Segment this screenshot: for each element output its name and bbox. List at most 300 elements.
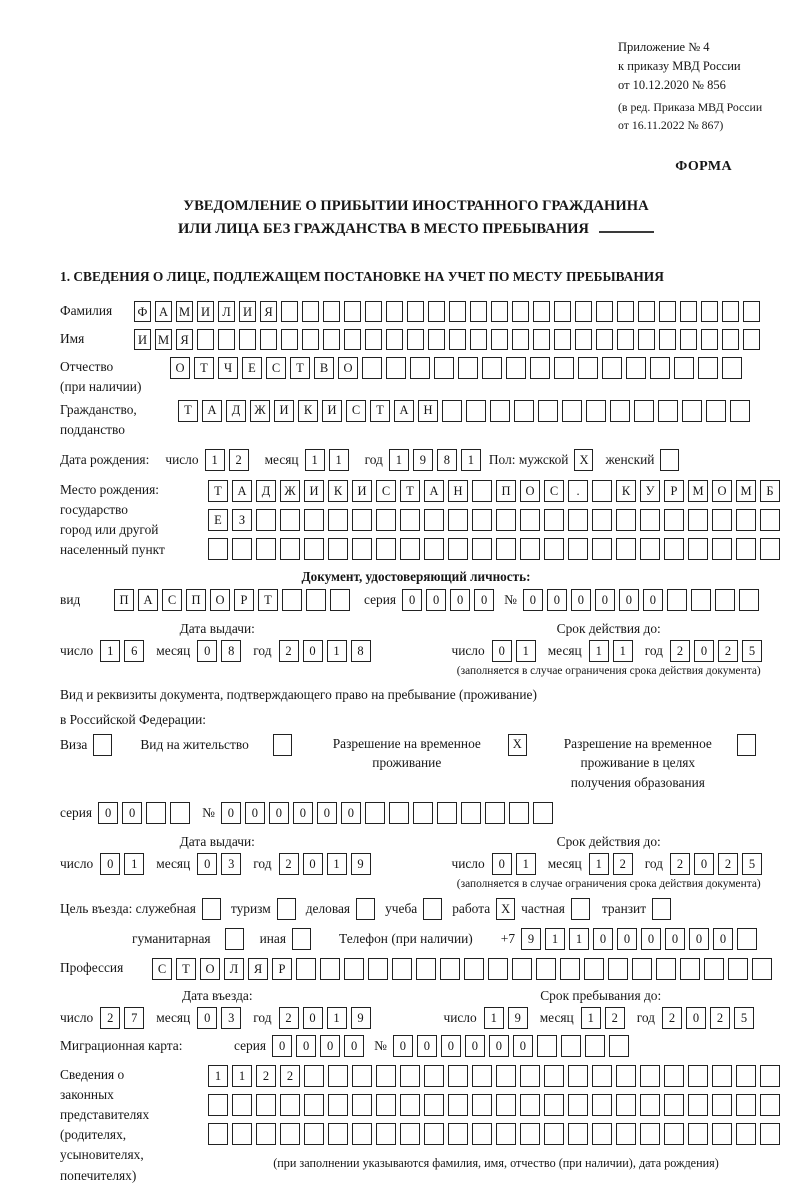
form-cell[interactable] [602,357,622,379]
form-cell[interactable] [280,1094,300,1116]
form-cell[interactable]: Н [448,480,468,502]
form-cell[interactable]: Я [248,958,268,980]
form-cell[interactable]: Я [176,329,193,350]
form-cell[interactable] [304,538,324,560]
form-cell[interactable] [472,1094,492,1116]
form-cell[interactable] [736,509,756,531]
form-cell[interactable] [344,958,364,980]
form-cell[interactable] [464,958,484,980]
form-cell[interactable]: 0 [617,928,637,950]
form-cell[interactable] [712,1123,732,1145]
form-cell[interactable] [571,898,590,920]
form-cell[interactable] [472,509,492,531]
form-cell[interactable]: 0 [269,802,289,824]
form-cell[interactable] [386,357,406,379]
form-cell[interactable] [659,301,676,322]
form-cell[interactable] [496,1123,516,1145]
form-cell[interactable]: 6 [124,640,144,662]
form-cell[interactable] [440,958,460,980]
form-cell[interactable] [533,802,553,824]
form-cell[interactable]: 2 [100,1007,120,1029]
form-cell[interactable] [616,1094,636,1116]
form-cell[interactable]: 0 [641,928,661,950]
form-cell[interactable]: И [134,329,151,350]
purpose-humanitarian-checkbox[interactable] [225,928,244,950]
form-cell[interactable] [698,357,718,379]
form-cell[interactable] [434,357,454,379]
form-cell[interactable] [281,329,298,350]
form-cell[interactable]: 2 [605,1007,625,1029]
form-cell[interactable]: П [496,480,516,502]
form-cell[interactable] [660,449,679,471]
form-cell[interactable] [461,802,481,824]
form-cell[interactable] [410,357,430,379]
form-cell[interactable] [400,538,420,560]
form-cell[interactable] [592,1065,612,1087]
form-cell[interactable]: 1 [232,1065,252,1087]
form-cell[interactable] [737,928,757,950]
form-cell[interactable] [280,509,300,531]
form-cell[interactable] [256,509,276,531]
form-cell[interactable] [739,589,759,611]
form-cell[interactable] [640,509,660,531]
form-cell[interactable]: 0 [317,802,337,824]
form-cell[interactable]: 0 [197,853,217,875]
form-cell[interactable]: 1 [589,853,609,875]
form-cell[interactable] [376,1123,396,1145]
phone-input[interactable] [521,928,761,950]
form-cell[interactable] [389,802,409,824]
form-cell[interactable] [376,509,396,531]
stay-valid-month-input[interactable] [589,853,637,875]
purpose-work-checkbox[interactable] [496,898,515,920]
doc-type-input[interactable] [114,589,354,611]
identity-issue-month-input[interactable] [197,640,245,662]
birth-place-line2-input[interactable] [208,509,784,531]
form-cell[interactable]: З [232,509,252,531]
form-cell[interactable] [638,301,655,322]
form-cell[interactable]: И [197,301,214,322]
form-cell[interactable]: Т [258,589,278,611]
form-cell[interactable]: X [496,898,515,920]
form-cell[interactable]: С [346,400,366,422]
form-cell[interactable] [376,538,396,560]
form-cell[interactable] [664,538,684,560]
form-cell[interactable]: М [736,480,756,502]
form-cell[interactable] [424,538,444,560]
form-cell[interactable]: 3 [221,853,241,875]
form-cell[interactable]: С [544,480,564,502]
form-cell[interactable]: Т [370,400,390,422]
form-cell[interactable] [575,329,592,350]
form-cell[interactable]: А [155,301,172,322]
form-cell[interactable] [712,1094,732,1116]
profession-input[interactable] [152,958,776,980]
form-cell[interactable] [320,958,340,980]
form-cell[interactable]: 0 [513,1035,533,1057]
form-cell[interactable]: 0 [272,1035,292,1057]
form-cell[interactable]: 0 [197,640,217,662]
form-cell[interactable]: 5 [742,853,762,875]
form-cell[interactable] [424,1094,444,1116]
form-cell[interactable] [722,301,739,322]
form-cell[interactable]: 2 [229,449,249,471]
birth-month-input[interactable] [305,449,353,471]
form-cell[interactable] [616,509,636,531]
form-cell[interactable] [352,538,372,560]
form-cell[interactable]: 0 [593,928,613,950]
form-cell[interactable]: В [314,357,334,379]
purpose-other-checkbox[interactable] [292,928,311,950]
form-cell[interactable] [365,301,382,322]
form-cell[interactable]: 0 [713,928,733,950]
form-cell[interactable] [760,1123,780,1145]
form-cell[interactable] [592,538,612,560]
form-cell[interactable]: 1 [516,640,536,662]
form-cell[interactable] [225,928,244,950]
form-cell[interactable] [208,1123,228,1145]
form-cell[interactable]: Я [260,301,277,322]
form-cell[interactable] [608,958,628,980]
form-cell[interactable] [306,589,326,611]
form-cell[interactable] [423,898,442,920]
form-cell[interactable]: Н [418,400,438,422]
form-cell[interactable] [568,1094,588,1116]
form-cell[interactable] [239,329,256,350]
form-cell[interactable] [736,1065,756,1087]
form-cell[interactable]: М [176,301,193,322]
identity-issue-year-input[interactable] [279,640,375,662]
form-cell[interactable]: 0 [303,853,323,875]
entry-month-input[interactable] [197,1007,245,1029]
form-cell[interactable] [688,509,708,531]
form-cell[interactable]: 0 [417,1035,437,1057]
form-cell[interactable]: 1 [305,449,325,471]
form-cell[interactable] [667,589,687,611]
form-cell[interactable] [730,400,750,422]
sex-male-checkbox[interactable] [574,449,593,471]
form-cell[interactable]: 1 [208,1065,228,1087]
form-cell[interactable]: К [298,400,318,422]
form-cell[interactable]: 2 [613,853,633,875]
form-cell[interactable] [568,538,588,560]
form-cell[interactable]: 0 [197,1007,217,1029]
form-cell[interactable] [632,958,652,980]
form-cell[interactable] [514,400,534,422]
form-cell[interactable]: Т [176,958,196,980]
form-cell[interactable]: 0 [303,1007,323,1029]
form-cell[interactable] [472,1123,492,1145]
form-cell[interactable] [743,329,760,350]
form-cell[interactable]: Т [178,400,198,422]
form-cell[interactable] [328,1065,348,1087]
form-cell[interactable] [400,1123,420,1145]
form-cell[interactable] [413,802,433,824]
form-cell[interactable]: А [394,400,414,422]
form-cell[interactable] [568,509,588,531]
form-cell[interactable] [256,1094,276,1116]
form-cell[interactable]: 0 [441,1035,461,1057]
form-cell[interactable] [688,538,708,560]
form-cell[interactable]: 0 [665,928,685,950]
stay-issue-month-input[interactable] [197,853,245,875]
temp-residence-checkbox[interactable] [508,734,527,756]
form-cell[interactable] [428,301,445,322]
form-cell[interactable] [578,357,598,379]
form-cell[interactable] [596,301,613,322]
form-cell[interactable] [640,538,660,560]
form-cell[interactable]: 0 [547,589,567,611]
form-cell[interactable]: С [376,480,396,502]
form-cell[interactable]: 8 [351,640,371,662]
form-cell[interactable] [232,1094,252,1116]
form-cell[interactable] [304,1065,324,1087]
form-cell[interactable] [544,1094,564,1116]
migration-series-input[interactable] [272,1035,368,1057]
form-cell[interactable] [656,958,676,980]
residence-permit-checkbox[interactable] [273,734,292,756]
form-cell[interactable]: 0 [689,928,709,950]
temp-residence-education-checkbox[interactable] [737,734,756,756]
form-cell[interactable]: К [616,480,636,502]
form-cell[interactable]: М [155,329,172,350]
form-cell[interactable] [688,1094,708,1116]
form-cell[interactable]: И [322,400,342,422]
form-cell[interactable] [448,538,468,560]
form-cell[interactable]: 1 [389,449,409,471]
form-cell[interactable]: 1 [581,1007,601,1029]
form-cell[interactable] [712,538,732,560]
form-cell[interactable]: О [712,480,732,502]
form-cell[interactable] [386,301,403,322]
form-cell[interactable] [328,1094,348,1116]
form-cell[interactable] [449,329,466,350]
form-cell[interactable] [323,329,340,350]
entry-year-input[interactable] [279,1007,375,1029]
form-cell[interactable]: А [424,480,444,502]
form-cell[interactable] [386,329,403,350]
legal-reps-line2-input[interactable] [208,1094,784,1116]
form-cell[interactable] [712,509,732,531]
form-cell[interactable]: 1 [545,928,565,950]
form-cell[interactable]: Е [242,357,262,379]
form-cell[interactable] [584,958,604,980]
form-cell[interactable] [530,357,550,379]
identity-valid-day-input[interactable] [492,640,540,662]
form-cell[interactable]: X [508,734,527,756]
form-cell[interactable]: 1 [100,640,120,662]
form-cell[interactable]: 0 [341,802,361,824]
form-cell[interactable] [575,301,592,322]
form-cell[interactable] [752,958,772,980]
form-cell[interactable] [352,1065,372,1087]
form-cell[interactable] [304,509,324,531]
form-cell[interactable] [328,509,348,531]
form-cell[interactable]: 0 [465,1035,485,1057]
form-cell[interactable]: А [202,400,222,422]
stay-number-input[interactable] [221,802,557,824]
form-cell[interactable] [232,538,252,560]
form-cell[interactable] [296,958,316,980]
form-cell[interactable]: 2 [662,1007,682,1029]
form-cell[interactable] [722,357,742,379]
form-cell[interactable] [392,958,412,980]
form-cell[interactable] [592,1094,612,1116]
form-cell[interactable] [281,301,298,322]
form-cell[interactable] [282,589,302,611]
form-cell[interactable]: 0 [100,853,120,875]
legal-reps-line3-input[interactable] [208,1123,784,1145]
form-cell[interactable]: 1 [205,449,225,471]
form-cell[interactable] [617,301,634,322]
form-cell[interactable]: С [152,958,172,980]
form-cell[interactable]: 2 [710,1007,730,1029]
form-cell[interactable] [652,898,671,920]
form-cell[interactable]: 1 [124,853,144,875]
form-cell[interactable]: Д [226,400,246,422]
form-cell[interactable] [488,958,508,980]
form-cell[interactable]: 0 [98,802,118,824]
form-cell[interactable] [424,1123,444,1145]
form-cell[interactable]: 0 [694,640,714,662]
form-cell[interactable]: Р [664,480,684,502]
form-cell[interactable] [472,538,492,560]
form-cell[interactable] [554,301,571,322]
form-cell[interactable]: 1 [327,853,347,875]
form-cell[interactable] [680,329,697,350]
form-cell[interactable]: 9 [413,449,433,471]
form-cell[interactable]: 0 [571,589,591,611]
form-cell[interactable]: Л [224,958,244,980]
form-cell[interactable] [609,1035,629,1057]
form-cell[interactable]: . [568,480,588,502]
form-cell[interactable] [280,1123,300,1145]
form-cell[interactable] [760,1094,780,1116]
form-cell[interactable]: О [210,589,230,611]
form-cell[interactable]: 0 [492,853,512,875]
form-cell[interactable] [352,1123,372,1145]
form-cell[interactable] [701,301,718,322]
form-cell[interactable] [466,400,486,422]
form-cell[interactable]: У [640,480,660,502]
form-cell[interactable]: Ж [280,480,300,502]
form-cell[interactable]: X [574,449,593,471]
form-cell[interactable] [688,1123,708,1145]
form-cell[interactable] [736,538,756,560]
form-cell[interactable] [472,1065,492,1087]
form-cell[interactable]: О [170,357,190,379]
form-cell[interactable] [344,329,361,350]
form-cell[interactable] [93,734,112,756]
form-cell[interactable]: 0 [221,802,241,824]
form-cell[interactable] [470,301,487,322]
form-cell[interactable] [715,589,735,611]
form-cell[interactable]: Л [218,301,235,322]
form-cell[interactable] [442,400,462,422]
form-cell[interactable] [722,329,739,350]
form-cell[interactable] [568,1065,588,1087]
form-cell[interactable]: 2 [256,1065,276,1087]
form-cell[interactable]: Р [272,958,292,980]
form-cell[interactable] [616,538,636,560]
purpose-official-checkbox[interactable] [202,898,221,920]
form-cell[interactable]: 1 [589,640,609,662]
form-cell[interactable] [538,400,558,422]
form-cell[interactable] [512,329,529,350]
form-cell[interactable]: 1 [484,1007,504,1029]
form-cell[interactable]: А [232,480,252,502]
birth-year-input[interactable] [389,449,485,471]
patronymic-input[interactable] [170,357,746,379]
form-cell[interactable] [362,357,382,379]
form-cell[interactable] [680,301,697,322]
form-cell[interactable] [448,1123,468,1145]
form-cell[interactable] [448,509,468,531]
form-cell[interactable] [218,329,235,350]
form-cell[interactable] [544,538,564,560]
form-cell[interactable] [737,734,756,756]
form-cell[interactable]: 1 [327,1007,347,1029]
form-cell[interactable] [640,1065,660,1087]
form-cell[interactable]: Ж [250,400,270,422]
form-cell[interactable] [496,1065,516,1087]
form-cell[interactable]: 0 [402,589,422,611]
form-cell[interactable]: 2 [279,1007,299,1029]
form-cell[interactable]: О [520,480,540,502]
form-cell[interactable] [437,802,457,824]
form-cell[interactable] [256,1123,276,1145]
form-cell[interactable] [330,589,350,611]
identity-valid-month-input[interactable] [589,640,637,662]
form-cell[interactable] [520,1123,540,1145]
form-cell[interactable]: К [328,480,348,502]
form-cell[interactable] [416,958,436,980]
doc-series-input[interactable] [402,589,498,611]
form-cell[interactable]: Ч [218,357,238,379]
form-cell[interactable] [634,400,654,422]
form-cell[interactable] [277,898,296,920]
form-cell[interactable] [638,329,655,350]
form-cell[interactable] [400,1065,420,1087]
form-cell[interactable] [428,329,445,350]
form-cell[interactable] [292,928,311,950]
form-cell[interactable]: 0 [474,589,494,611]
form-cell[interactable] [562,400,582,422]
form-cell[interactable] [520,509,540,531]
form-cell[interactable]: 1 [613,640,633,662]
form-cell[interactable] [328,538,348,560]
form-cell[interactable] [302,301,319,322]
form-cell[interactable]: Р [234,589,254,611]
form-cell[interactable] [323,301,340,322]
form-cell[interactable]: 2 [670,640,690,662]
form-cell[interactable] [554,329,571,350]
form-cell[interactable] [304,1094,324,1116]
form-cell[interactable] [610,400,630,422]
form-cell[interactable] [760,509,780,531]
form-cell[interactable]: Ф [134,301,151,322]
form-cell[interactable]: Т [400,480,420,502]
form-cell[interactable] [596,329,613,350]
form-cell[interactable] [650,357,670,379]
form-cell[interactable] [736,1123,756,1145]
form-cell[interactable]: 2 [718,640,738,662]
form-cell[interactable] [520,538,540,560]
form-cell[interactable]: 8 [437,449,457,471]
form-cell[interactable] [448,1094,468,1116]
form-cell[interactable]: 9 [351,1007,371,1029]
form-cell[interactable]: 0 [595,589,615,611]
